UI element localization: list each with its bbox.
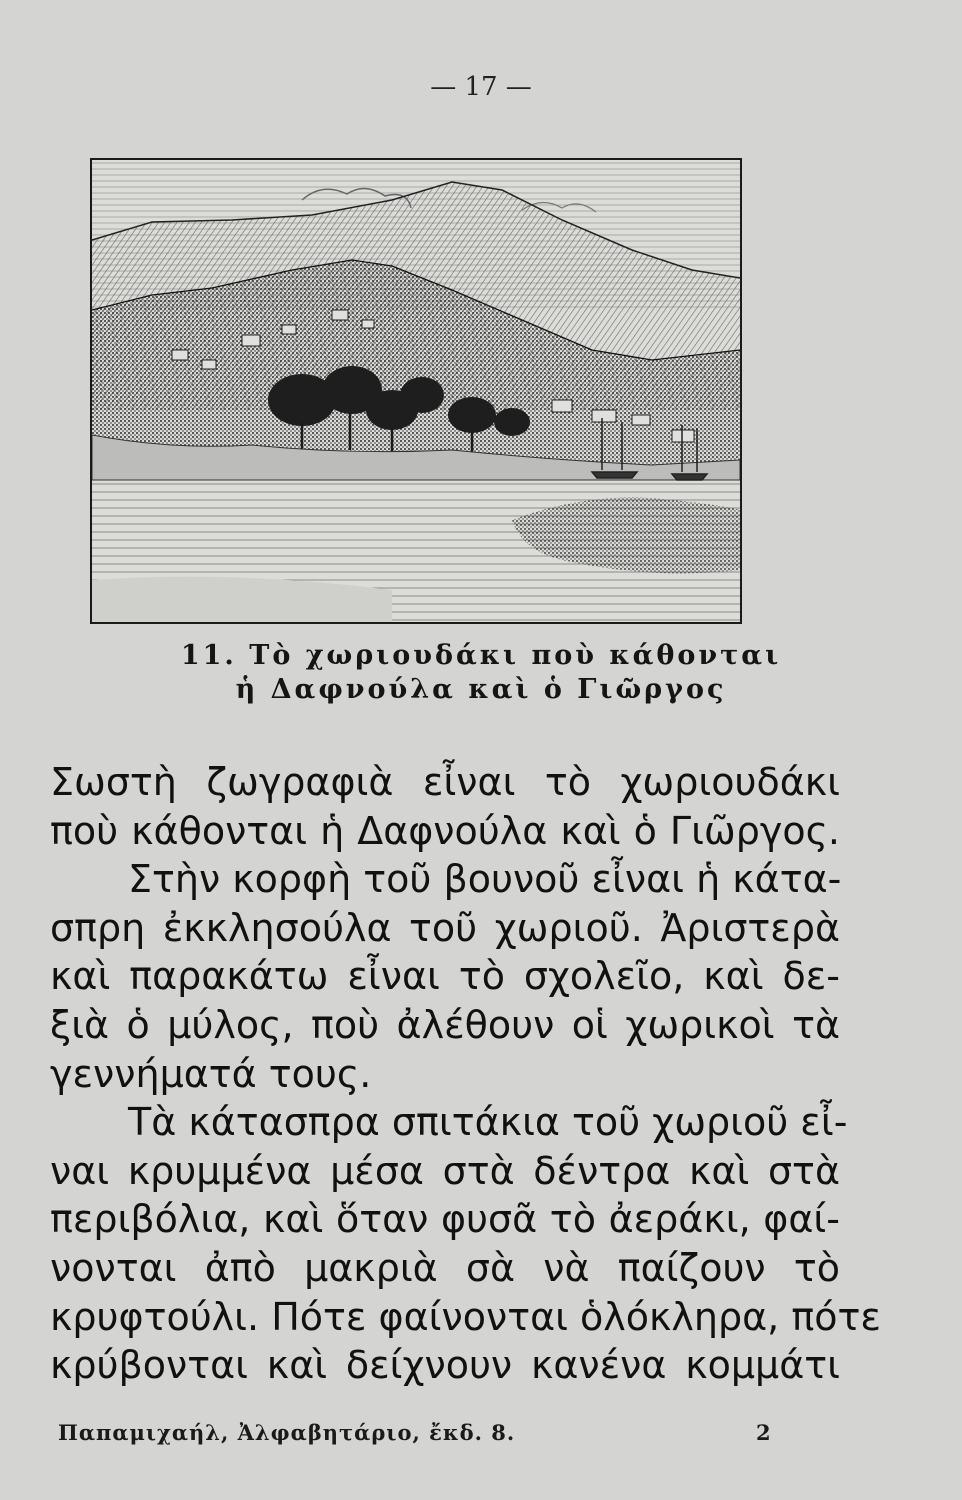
village-landscape-illustration: [90, 158, 742, 624]
body-line: κρύβονται καὶ δείχνουν κανένα κομμάτι: [50, 1343, 840, 1388]
body-line: γεννήματά τους.: [50, 1051, 372, 1096]
page-number: — 17 —: [430, 72, 532, 102]
body-line: σπρη ἐκκλησούλα τοῦ χωριοῦ. Ἀριστερὰ: [50, 905, 840, 950]
body-line: ξιὰ ὁ μύλος, ποὺ ἀλέθουν οἱ χωρικοὶ τὰ: [50, 1002, 840, 1047]
body-line: νονται ἀπὸ μακριὰ σὰ νὰ παίζουν τὸ: [50, 1245, 840, 1290]
body-paragraphs: [50, 758, 881, 1390]
body-line: Στὴν κορφὴ τοῦ βουνοῦ εἶναι ἡ κάτα-: [128, 857, 842, 902]
body-line: Σωστὴ ζωγραφιὰ εἶναι τὸ χωριουδάκι: [50, 760, 840, 804]
body-line: καὶ παρακάτω εἶναι τὸ σχολεῖο, καὶ δε-: [50, 954, 840, 999]
footer-sheet-number: 2: [756, 1420, 771, 1445]
body-line: Τὰ κάτασπρα σπιτάκια τοῦ χωριοῦ εἶ-: [128, 1100, 848, 1145]
illustration-caption-line-2: ἡ Δαφνούλα καὶ ὁ Γιῶργος: [235, 674, 727, 705]
footer-citation: Παπαμιχαήλ, Ἀλφαβητάριο, ἔκδ. 8.: [58, 1420, 516, 1445]
body-line: ναι κρυμμένα μέσα στὰ δέντρα καὶ στὰ: [50, 1148, 840, 1193]
body-line: περιβόλια, καὶ ὅταν φυσᾶ τὸ ἀεράκι, φαί-: [50, 1197, 840, 1242]
landscape-engraving-icon: [92, 160, 740, 622]
illustration-caption-line-1: 11. Τὸ χωριουδάκι ποὺ κάθονται: [180, 640, 782, 671]
body-line: ποὺ κάθονται ἡ Δαφνούλα καὶ ὁ Γιῶργος.: [50, 808, 840, 853]
body-line: κρυφτούλι. Πότε φαίνονται ὁλόκληρα, πότε: [50, 1294, 881, 1339]
